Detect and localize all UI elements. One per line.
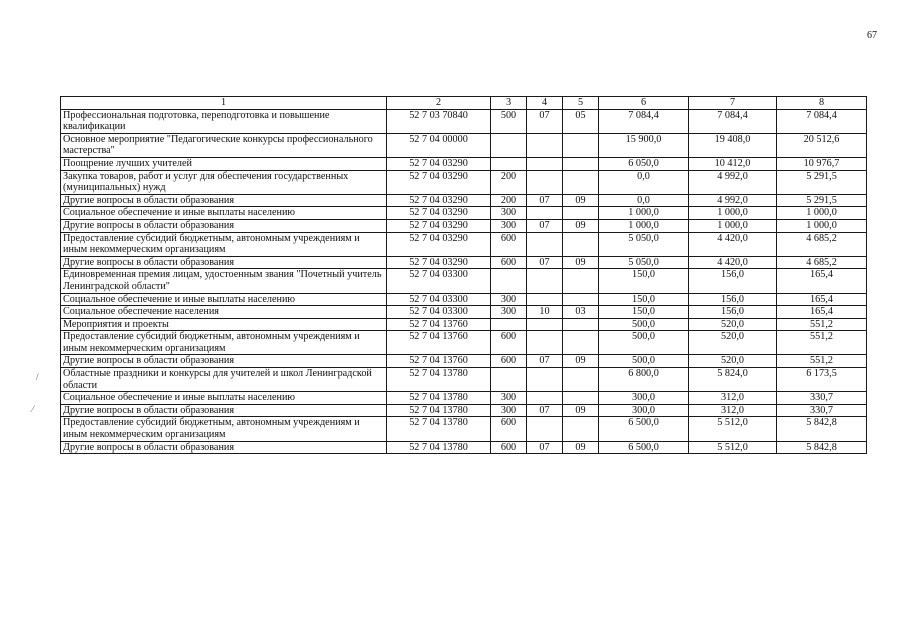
col-expense-type: 200: [491, 170, 527, 194]
col-name: Другие вопросы в области образования: [61, 355, 387, 368]
col-amount-year3: 330,7: [777, 404, 867, 417]
col-amount-year2: 520,0: [689, 355, 777, 368]
table-row: [61, 355, 867, 368]
col-subsection: 09: [563, 256, 599, 269]
col-amount-year1: 300,0: [599, 404, 689, 417]
col-expense-type: [491, 269, 527, 293]
col-target-code: 52 7 04 13780: [387, 368, 491, 392]
table-row: [61, 269, 867, 293]
col-subsection: [563, 318, 599, 331]
table-row: [61, 133, 867, 157]
col-name: Единовременная премия лицам, удостоенным звания "Почетный учитель Ленинградской области": [61, 269, 387, 293]
col-expense-type: [491, 157, 527, 170]
col-amount-year3: 165,4: [777, 306, 867, 319]
col-expense-type: 600: [491, 232, 527, 256]
col-subsection: 05: [563, 109, 599, 133]
col-subsection: [563, 392, 599, 405]
col-name: Социальное обеспечение и иные выплаты населению: [61, 207, 387, 220]
col-amount-year2: 156,0: [689, 269, 777, 293]
col-section: [527, 133, 563, 157]
col-subsection: 09: [563, 355, 599, 368]
col-expense-type: 300: [491, 306, 527, 319]
col-section: [527, 269, 563, 293]
col-subsection: [563, 269, 599, 293]
table-row: [61, 157, 867, 170]
col-amount-year1: 0,0: [599, 170, 689, 194]
col-expense-type: 600: [491, 331, 527, 355]
table-header-row: [61, 97, 867, 110]
table-row: [61, 232, 867, 256]
col-subsection: 09: [563, 441, 599, 454]
col-amount-year2: 4 420,0: [689, 256, 777, 269]
col-name: Социальное обеспечение и иные выплаты населению: [61, 392, 387, 405]
col-amount-year3: 330,7: [777, 392, 867, 405]
col-subsection: [563, 368, 599, 392]
col-amount-year3: 4 685,2: [777, 232, 867, 256]
table-body: [61, 97, 867, 454]
col-amount-year3: 4 685,2: [777, 256, 867, 269]
col-amount-year2: 156,0: [689, 306, 777, 319]
col-name: Областные праздники и конкурсы для учителей и школ Ленинградской области: [61, 368, 387, 392]
col-target-code: 52 7 04 03290: [387, 207, 491, 220]
col-amount-year2: 312,0: [689, 404, 777, 417]
col-section: 07: [527, 194, 563, 207]
col-subsection: [563, 232, 599, 256]
col-target-code: 52 7 04 13780: [387, 404, 491, 417]
col-amount-year1: 150,0: [599, 269, 689, 293]
col-target-code: 52 7 04 03290: [387, 170, 491, 194]
col-expense-type: 300: [491, 207, 527, 220]
col-target-code: 52 7 04 03300: [387, 269, 491, 293]
col-subsection: 03: [563, 306, 599, 319]
col-section: 07: [527, 109, 563, 133]
margin-tick-mark: ⁄: [32, 404, 34, 414]
col-amount-year1: 300,0: [599, 392, 689, 405]
table-row: [61, 207, 867, 220]
col-subsection: [563, 331, 599, 355]
col-subsection: [563, 133, 599, 157]
col-amount-year2: 19 408,0: [689, 133, 777, 157]
header-col-expense-type: 3: [491, 97, 527, 110]
col-amount-year2: 5 512,0: [689, 441, 777, 454]
col-amount-year3: 5 291,5: [777, 170, 867, 194]
col-subsection: [563, 157, 599, 170]
col-amount-year2: 520,0: [689, 318, 777, 331]
table-row: [61, 170, 867, 194]
table-row: [61, 368, 867, 392]
col-name: Основное мероприятие "Педагогические конкурсы профессионального мастерства": [61, 133, 387, 157]
header-col-amount-year2: 7: [689, 97, 777, 110]
col-amount-year1: 15 900,0: [599, 133, 689, 157]
col-amount-year3: 551,2: [777, 318, 867, 331]
header-col-target-code: 2: [387, 97, 491, 110]
header-col-subsection: 5: [563, 97, 599, 110]
col-amount-year3: 7 084,4: [777, 109, 867, 133]
margin-tick-mark: /: [36, 372, 39, 382]
table-row: [61, 331, 867, 355]
header-col-amount-year1: 6: [599, 97, 689, 110]
col-name: Профессиональная подготовка, переподготовка и повышение квалификации: [61, 109, 387, 133]
col-section: [527, 207, 563, 220]
col-section: 07: [527, 256, 563, 269]
col-amount-year2: 4 420,0: [689, 232, 777, 256]
col-section: 07: [527, 404, 563, 417]
col-target-code: 52 7 04 03290: [387, 194, 491, 207]
col-target-code: 52 7 04 03300: [387, 293, 491, 306]
col-amount-year3: 551,2: [777, 331, 867, 355]
col-amount-year1: 6 050,0: [599, 157, 689, 170]
col-amount-year2: 5 512,0: [689, 417, 777, 441]
col-amount-year3: 165,4: [777, 269, 867, 293]
col-subsection: 09: [563, 194, 599, 207]
col-section: [527, 232, 563, 256]
col-section: 07: [527, 441, 563, 454]
col-amount-year3: 165,4: [777, 293, 867, 306]
col-name: Социальное обеспечение населения: [61, 306, 387, 319]
col-subsection: [563, 170, 599, 194]
col-expense-type: 600: [491, 441, 527, 454]
col-amount-year1: 500,0: [599, 355, 689, 368]
header-col-amount-year3: 8: [777, 97, 867, 110]
col-expense-type: 300: [491, 219, 527, 232]
col-expense-type: [491, 368, 527, 392]
col-expense-type: 200: [491, 194, 527, 207]
col-amount-year3: 5 291,5: [777, 194, 867, 207]
table-row: [61, 293, 867, 306]
col-amount-year1: 0,0: [599, 194, 689, 207]
col-target-code: 52 7 04 03290: [387, 157, 491, 170]
col-section: [527, 157, 563, 170]
col-name: Другие вопросы в области образования: [61, 219, 387, 232]
col-amount-year1: 6 500,0: [599, 417, 689, 441]
col-target-code: 52 7 04 13760: [387, 355, 491, 368]
col-amount-year2: 1 000,0: [689, 219, 777, 232]
col-amount-year1: 1 000,0: [599, 219, 689, 232]
col-amount-year2: 7 084,4: [689, 109, 777, 133]
col-amount-year3: 1 000,0: [777, 207, 867, 220]
col-section: 07: [527, 355, 563, 368]
table-row: [61, 306, 867, 319]
col-amount-year2: 10 412,0: [689, 157, 777, 170]
budget-table: [60, 96, 867, 454]
col-target-code: 52 7 04 13780: [387, 392, 491, 405]
col-name: Другие вопросы в области образования: [61, 194, 387, 207]
col-expense-type: 600: [491, 256, 527, 269]
col-name: Предоставление субсидий бюджетным, автономным учреждениям и иным некоммерческим организациям: [61, 232, 387, 256]
col-target-code: 52 7 04 00000: [387, 133, 491, 157]
col-target-code: 52 7 04 03290: [387, 232, 491, 256]
col-expense-type: 600: [491, 417, 527, 441]
col-name: Поощрение лучших учителей: [61, 157, 387, 170]
table-row: [61, 392, 867, 405]
col-section: [527, 331, 563, 355]
col-expense-type: 300: [491, 404, 527, 417]
col-section: [527, 318, 563, 331]
table-row: [61, 318, 867, 331]
table-row: [61, 441, 867, 454]
col-expense-type: 500: [491, 109, 527, 133]
col-section: [527, 170, 563, 194]
col-amount-year1: 5 050,0: [599, 232, 689, 256]
col-amount-year1: 5 050,0: [599, 256, 689, 269]
col-amount-year3: 20 512,6: [777, 133, 867, 157]
col-amount-year2: 4 992,0: [689, 170, 777, 194]
col-subsection: 09: [563, 219, 599, 232]
col-section: 10: [527, 306, 563, 319]
header-col-section: 4: [527, 97, 563, 110]
col-amount-year1: 150,0: [599, 293, 689, 306]
col-target-code: 52 7 03 70840: [387, 109, 491, 133]
table-row: [61, 219, 867, 232]
col-amount-year2: 156,0: [689, 293, 777, 306]
col-amount-year1: 500,0: [599, 331, 689, 355]
col-name: Предоставление субсидий бюджетным, автономным учреждениям и иным некоммерческим организациям: [61, 417, 387, 441]
col-target-code: 52 7 04 13760: [387, 331, 491, 355]
col-amount-year3: 10 976,7: [777, 157, 867, 170]
col-target-code: 52 7 04 03290: [387, 219, 491, 232]
col-name: Другие вопросы в области образования: [61, 256, 387, 269]
col-section: [527, 392, 563, 405]
table-row: [61, 404, 867, 417]
col-subsection: [563, 207, 599, 220]
col-name: Социальное обеспечение и иные выплаты населению: [61, 293, 387, 306]
col-section: [527, 293, 563, 306]
col-expense-type: [491, 318, 527, 331]
col-amount-year3: 6 173,5: [777, 368, 867, 392]
header-col-name: 1: [61, 97, 387, 110]
col-name: Предоставление субсидий бюджетным, автономным учреждениям и иным некоммерческим организациям: [61, 331, 387, 355]
col-name: Закупка товаров, работ и услуг для обеспечения государственных (муниципальных) нужд: [61, 170, 387, 194]
col-expense-type: 300: [491, 293, 527, 306]
table-row: [61, 417, 867, 441]
col-target-code: 52 7 04 13780: [387, 417, 491, 441]
col-amount-year2: 1 000,0: [689, 207, 777, 220]
col-target-code: 52 7 04 03300: [387, 306, 491, 319]
col-name: Мероприятия и проекты: [61, 318, 387, 331]
table-row: [61, 194, 867, 207]
table-row: [61, 109, 867, 133]
col-name: Другие вопросы в области образования: [61, 404, 387, 417]
col-expense-type: 600: [491, 355, 527, 368]
col-section: [527, 368, 563, 392]
col-amount-year1: 6 500,0: [599, 441, 689, 454]
col-amount-year2: 520,0: [689, 331, 777, 355]
col-amount-year3: 1 000,0: [777, 219, 867, 232]
col-amount-year1: 6 800,0: [599, 368, 689, 392]
col-target-code: 52 7 04 03290: [387, 256, 491, 269]
col-name: Другие вопросы в области образования: [61, 441, 387, 454]
col-subsection: [563, 417, 599, 441]
col-amount-year3: 5 842,8: [777, 417, 867, 441]
col-target-code: 52 7 04 13780: [387, 441, 491, 454]
col-amount-year1: 500,0: [599, 318, 689, 331]
col-amount-year3: 5 842,8: [777, 441, 867, 454]
col-target-code: 52 7 04 13760: [387, 318, 491, 331]
col-subsection: 09: [563, 404, 599, 417]
col-expense-type: 300: [491, 392, 527, 405]
col-expense-type: [491, 133, 527, 157]
table-row: [61, 256, 867, 269]
col-amount-year2: 312,0: [689, 392, 777, 405]
page-number: 67: [867, 30, 877, 41]
col-amount-year1: 7 084,4: [599, 109, 689, 133]
col-amount-year3: 551,2: [777, 355, 867, 368]
col-amount-year2: 5 824,0: [689, 368, 777, 392]
col-amount-year2: 4 992,0: [689, 194, 777, 207]
col-amount-year1: 150,0: [599, 306, 689, 319]
col-section: [527, 417, 563, 441]
col-section: 07: [527, 219, 563, 232]
col-amount-year1: 1 000,0: [599, 207, 689, 220]
col-subsection: [563, 293, 599, 306]
